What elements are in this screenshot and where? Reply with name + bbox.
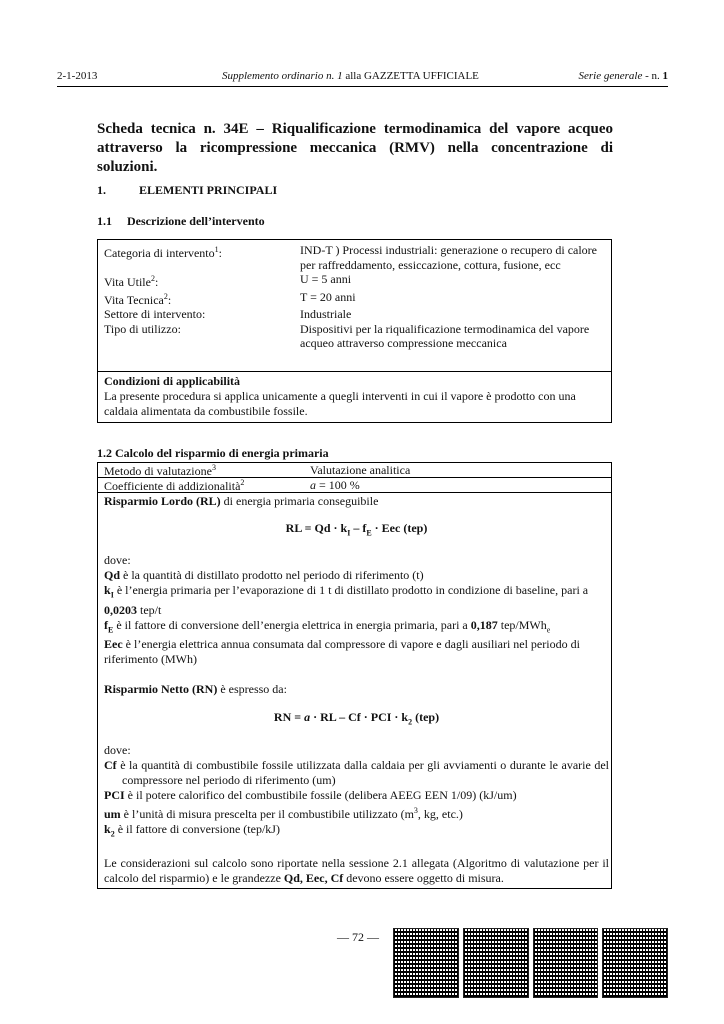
applicability-conditions: Condizioni di applicabilità La presente procedura si applica unicamente a quegli interventi in cui il vapore è prodotto con una caldaia alimentata da combustibile fossile. bbox=[104, 374, 576, 418]
dove-label-1: dove: bbox=[104, 553, 131, 568]
def-ki: $k_I$ è l’energia primaria per l’evaporazione di 1 t di distillato prodotto in condizione di baseline, pari a 0,0203 tep/t bbox=[104, 583, 589, 617]
def-cf: Cf è la quantità di combustibile fossile utilizzata dalla caldaia per gli avviamenti o durante le avarie del compressore nel periodo di riferimento (um) bbox=[104, 757, 609, 787]
calculation-body bbox=[104, 494, 609, 886]
header-series: Serie generale - n. 1 bbox=[578, 70, 668, 82]
section-heading-1-2: 1.2 Calcolo del risparmio di energia primaria bbox=[97, 446, 329, 460]
section-heading-1: 1. ELEMENTI PRINCIPALI bbox=[97, 183, 278, 197]
row-categoria: Categoria di intervento$^1$: IND-T ) Processi industriali: generazione o recupero di calore per raffreddamento, essiccazione, cottura, fusione, ecc bbox=[104, 243, 597, 272]
header-publication: Supplemento ordinario n. 1 alla GAZZETTA UFFICIALE bbox=[222, 70, 479, 82]
row-vita-utile: Vita Utile$^2$: U = 5 anni bbox=[104, 272, 352, 289]
barcode-block bbox=[602, 928, 668, 998]
formula-rl: RL = $Qd \cdot k_I - f_E$ · Eec (tep) bbox=[285, 521, 428, 538]
row-metodo: Metodo di valutazione$^3$ Valutazione analitica bbox=[98, 463, 611, 478]
rl-intro: Risparmio Lordo (RL) di energia primaria conseguibile bbox=[104, 494, 379, 508]
barcode-block bbox=[393, 928, 459, 998]
page-number: — 72 — bbox=[337, 930, 379, 944]
barcode-block bbox=[463, 928, 529, 998]
final-note: Le considerazioni sul calcolo sono riportate nella sessione 2.1 allegata (Algoritmo di valutazione per il calcolo del risparmio) e le grandezze Qd, Eec, Cf devono essere oggetto di misura. bbox=[104, 855, 609, 885]
section-heading-1-1: 1.1 Descrizione dell’intervento bbox=[97, 214, 265, 228]
dove-label-2: dove: bbox=[104, 742, 131, 757]
def-eec: Eec è l’energia elettrica annua consumata dal compressore di vapore e dagli ausiliari nel periodo di riferimento (MWh) bbox=[104, 637, 580, 667]
box-divider bbox=[98, 371, 611, 372]
intervention-description-box bbox=[97, 239, 612, 423]
row-vita-tecnica: Vita Tecnica$^2$: T = 20 anni bbox=[104, 289, 356, 307]
header-rule bbox=[57, 86, 668, 87]
barcode-block bbox=[533, 928, 599, 998]
def-fe: $f_E$ è il fattore di conversione dell’energia elettrica in energia primaria, pari a 0,187 tep/MWh$_e$ bbox=[104, 617, 551, 635]
rn-intro: Risparmio Netto (RN) è espresso da: bbox=[104, 682, 287, 697]
def-um: um è l’unità di misura prescelta per il combustibile utilizzato ($m^3$, kg, etc.) bbox=[104, 805, 463, 821]
document-title: Scheda tecnica n. 34E – Riqualificazione termodinamica del vapore acqueo attraverso la ricompressione meccanica (RMV) nella concentrazione di soluzioni. bbox=[97, 121, 613, 175]
def-k2: $k_2$ è il fattore di conversione (tep/kJ) bbox=[104, 821, 280, 838]
def-qd: Qd è la quantità di distillato prodotto nel periodo di riferimento (t) bbox=[104, 568, 424, 583]
formula-rn: RN = a · RL – Cf · PCI · $k_2$ (tep) bbox=[273, 710, 440, 727]
row-coefficiente: Coefficiente di addizionalità$^2$ a = 100 % bbox=[98, 478, 611, 493]
row-settore: Settore di intervento: Industriale bbox=[104, 307, 352, 321]
barcode-strip bbox=[393, 928, 668, 998]
def-pci: PCI è il potere calorifico del combustibile fossile (delibera AEEG EEN 1/09) (kJ/um) bbox=[104, 787, 517, 802]
header-date: 2-1-2013 bbox=[57, 70, 98, 82]
energy-savings-box bbox=[97, 462, 612, 889]
row-tipo-utilizzo: Tipo di utilizzo: Dispositivi per la riqualificazione termodinamica del vapore acqueo attraverso compressione meccanica bbox=[104, 321, 590, 350]
